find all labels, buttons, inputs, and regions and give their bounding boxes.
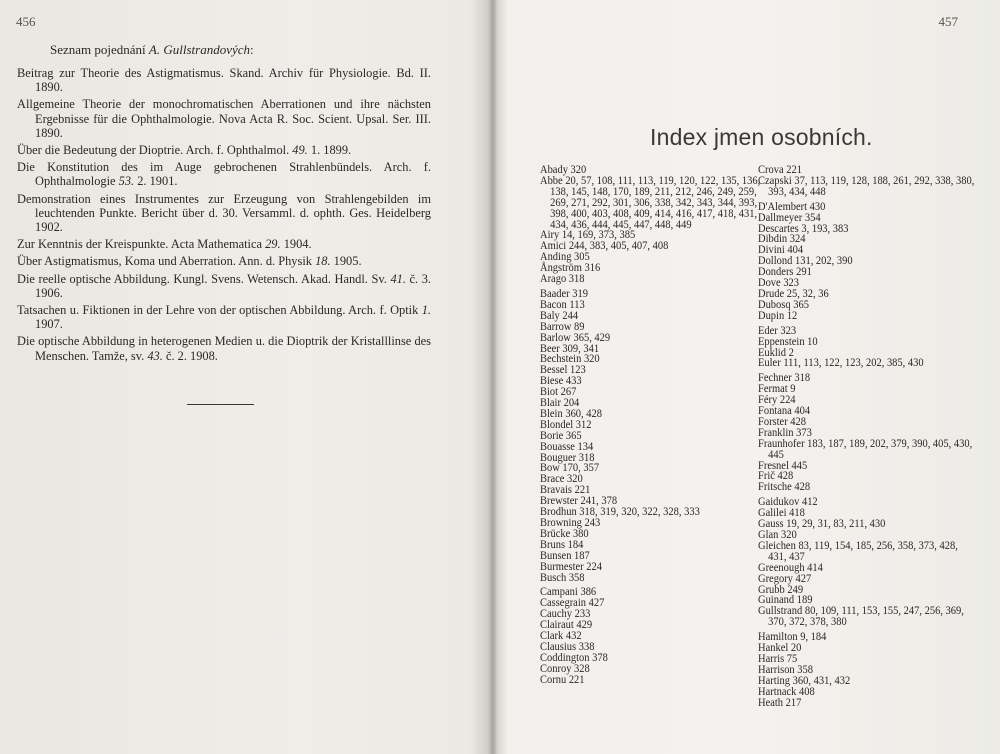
index-entry: Clairaut 429	[540, 619, 593, 632]
bibliography-entry: Zur Kenntnis der Kreispunkte. Acta Mathematica 29. 1904.	[17, 237, 312, 252]
index-letter-group	[758, 202, 979, 322]
index-entry: Bravais 221	[540, 484, 591, 497]
index-entry: Bouguer 318	[540, 451, 595, 464]
index-letter-group	[758, 165, 979, 198]
index-entry: Gleichen 83, 119, 154, 185, 256, 358, 373, 428, 431, 437	[758, 539, 958, 563]
index-entry: Coddington 378	[540, 651, 608, 664]
bibliography-list	[17, 66, 431, 366]
index-entry: Dollond 131, 202, 390	[758, 255, 853, 268]
index-letter-group	[758, 373, 979, 493]
index-entry: Greenough 414	[758, 561, 823, 574]
index-entry: Fraunhofer 183, 187, 189, 202, 379, 390, 405, 430, 445	[758, 437, 973, 461]
index-entry: Dupin 12	[758, 309, 798, 322]
index-entry: Ångström 316	[540, 262, 601, 275]
bibliography-entry: Tatsachen u. Fiktionen in der Lehre von der optischen Abbildung. Arch. f. Optik 1. 1907.	[17, 303, 431, 332]
index-entry: Euklid 2	[758, 346, 794, 359]
index-entry: Campani 386	[540, 586, 597, 599]
index-letter-group	[758, 497, 979, 628]
bibliography-entry: Die Konstitution des im Auge gebrochenen Strahlenbündels. Arch. f. Ophthalmologie 53. 2. 1901.	[17, 160, 431, 189]
index-heading: Index jmen osobních.	[650, 124, 873, 150]
index-entry: Bouasse 134	[540, 440, 594, 453]
index-entry: Baader 319	[540, 287, 589, 300]
index-entry: Dubosq 365	[758, 298, 809, 311]
index-entry: Anding 305	[540, 251, 590, 264]
bibliography-entry: Demonstration eines Instrumentes zur Erzeugung von Strahlengebilden im leuchtenden Punkte. Bericht über d. 30. Versamml. d. ophth. Ges. Heidelberg 1902.	[17, 191, 431, 235]
bibliography-entry: Über Astigmatismus, Koma und Aberration. Ann. d. Physik 18. 1905.	[17, 254, 362, 269]
index-entry: Biot 267	[540, 386, 577, 399]
index-letter-group	[758, 326, 979, 370]
index-entry: Bow 170, 357	[540, 462, 600, 475]
page-number-left: 456	[16, 14, 36, 29]
index-entry: Airy 14, 169, 373, 385	[540, 229, 636, 242]
index-entry: Drude 25, 32, 36	[758, 287, 829, 300]
index-entry: Brewster 241, 378	[540, 495, 618, 508]
index-entry: Eppenstein 10	[758, 335, 818, 348]
index-entry: Descartes 3, 193, 383	[758, 222, 849, 235]
index-entry: Blondel 312	[540, 418, 592, 431]
bibliography-entry: Die optische Abbildung in heterogenen Medien u. die Dioptrik der Kristalllinse des Menschen. Tamže, sv. 43. č. 2. 1908.	[17, 334, 431, 363]
index-entry: Cassegrain 427	[540, 597, 605, 610]
index-entry: Dibdin 324	[758, 233, 806, 246]
index-entry: Hankel 20	[758, 642, 802, 655]
index-entry: Browning 243	[540, 517, 601, 529]
index-entry: Arago 318	[540, 273, 585, 286]
index-entry: Harrison 358	[758, 663, 814, 676]
index-entry: Biese 433	[540, 375, 582, 388]
index-entry: Bessel 123	[540, 364, 586, 377]
index-entry: Clausius 338	[540, 640, 595, 653]
index-entry: Guinand 189	[758, 594, 813, 607]
index-entry: Dallmeyer 354	[758, 211, 821, 224]
bibliography-entry: Über die Bedeutung der Dioptrie. Arch. f. Ophthalmol. 49. 1. 1899.	[17, 143, 352, 158]
left-page	[0, 0, 490, 754]
index-entry: Czapski 37, 113, 119, 128, 188, 261, 292, 338, 380, 393, 434, 448	[758, 174, 975, 198]
index-entry: Forster 428	[758, 415, 807, 428]
index-entry: Harting 360, 431, 432	[758, 674, 851, 687]
index-entry: Bunsen 187	[540, 549, 590, 562]
page-number-right: 457	[938, 14, 958, 29]
index-entry: Brace 320	[540, 473, 583, 486]
index-entry: Féry 224	[758, 394, 796, 407]
bibliography-entry: Die reelle optische Abbildung. Kungl. Svens. Wetensch. Akad. Handl. Sv. 41. č. 3. 1906.	[17, 271, 431, 300]
section-divider	[187, 404, 254, 405]
index-entry: Abady 320	[540, 164, 587, 176]
right-page	[500, 0, 1000, 754]
index-entry: Dove 323	[758, 277, 800, 290]
index-column-2	[758, 165, 980, 713]
index-entry: Divini 404	[758, 244, 804, 257]
index-entry: Fechner 318	[758, 372, 811, 385]
index-entry: Blein 360, 428	[540, 407, 603, 420]
index-entry: Busch 358	[540, 571, 585, 584]
index-letter-group	[758, 632, 979, 708]
index-entry: Glan 320	[758, 529, 797, 541]
index-letter-group	[540, 289, 761, 583]
index-entry: Crova 221	[758, 164, 802, 176]
index-entry: Clark 432	[540, 630, 582, 643]
index-entry: Brodhun 318, 319, 320, 322, 328, 333	[540, 506, 700, 519]
index-entry: Hamilton 9, 184	[758, 631, 827, 644]
index-entry: Grubb 249	[758, 583, 804, 596]
index-entry: Burmester 224	[540, 560, 602, 573]
index-entry: Fermat 9	[758, 383, 796, 396]
index-letter-group	[540, 587, 761, 685]
index-entry: Cornu 221	[540, 673, 585, 686]
index-entry: Gaidukov 412	[758, 496, 818, 509]
index-entry: Brücke 380	[540, 527, 589, 540]
bibliography-entry: Allgemeine Theorie der monochromatischen Aberrationen und ihre nächsten Ergebnisse für die Ophthalmologie. Nova Acta R. Soc. Scient. Upsal. Ser. III. 1890.	[17, 97, 431, 140]
index-entry: Harris 75	[758, 652, 798, 665]
index-entry: Amici 244, 383, 405, 407, 408	[540, 240, 669, 253]
index-entry: Conroy 328	[540, 662, 590, 675]
index-column-1	[540, 164, 761, 690]
index-entry: Gregory 427	[758, 572, 812, 585]
index-entry: Barlow 365, 429	[540, 331, 611, 344]
index-entry: Bechstein 320	[540, 353, 600, 366]
index-entry: Franklin 373	[758, 426, 812, 439]
index-entry: Donders 291	[758, 266, 812, 279]
index-letter-group	[540, 165, 761, 285]
index-entry: Galilei 418	[758, 507, 805, 520]
index-entry: Abbe 20, 57, 108, 111, 113, 119, 120, 122, 135, 136, 138, 145, 148, 170, 189, 211, 212, 246, 249, 259, 269, 271, 292, 301, 306, 338, 342, 343, 344, 393, 398, 400, 403, 408, 409, 414, 416, 417, 418, 431, 434, 436, 444, 445, 447, 448, 449	[540, 174, 761, 231]
index-entry: Fritsche 428	[758, 481, 811, 494]
index-entry: Bacon 113	[540, 298, 585, 311]
index-entry: Cauchy 233	[540, 608, 591, 621]
index-entry: Fresnel 445	[758, 459, 808, 472]
index-entry: D'Alembert 430	[758, 200, 826, 213]
index-entry: Gauss 19, 29, 31, 83, 211, 430	[758, 518, 886, 531]
index-entry: Beer 309, 341	[540, 342, 600, 355]
index-entry: Blair 204	[540, 397, 580, 410]
index-entry: Barrow 89	[540, 320, 585, 333]
bibliography-title: Seznam pojednání A. Gullstrandových:	[50, 42, 254, 57]
index-entry: Frič 428	[758, 470, 794, 483]
index-entry: Baly 244	[540, 309, 579, 322]
index-entry: Gullstrand 80, 109, 111, 153, 155, 247, 256, 369, 370, 372, 378, 380	[758, 605, 964, 629]
index-entry: Eder 323	[758, 324, 797, 337]
index-entry: Bruns 184	[540, 538, 584, 551]
index-entry: Heath 217	[758, 696, 802, 709]
index-entry: Euler 111, 113, 122, 123, 202, 385, 430	[758, 357, 924, 370]
bibliography-entry: Beitrag zur Theorie des Astigmatismus. Skand. Archiv für Physiologie. Bd. II. 1890.	[17, 66, 431, 95]
index-entry: Borie 365	[540, 429, 582, 442]
index-entry: Hartnack 408	[758, 685, 815, 698]
index-entry: Fontana 404	[758, 405, 811, 418]
